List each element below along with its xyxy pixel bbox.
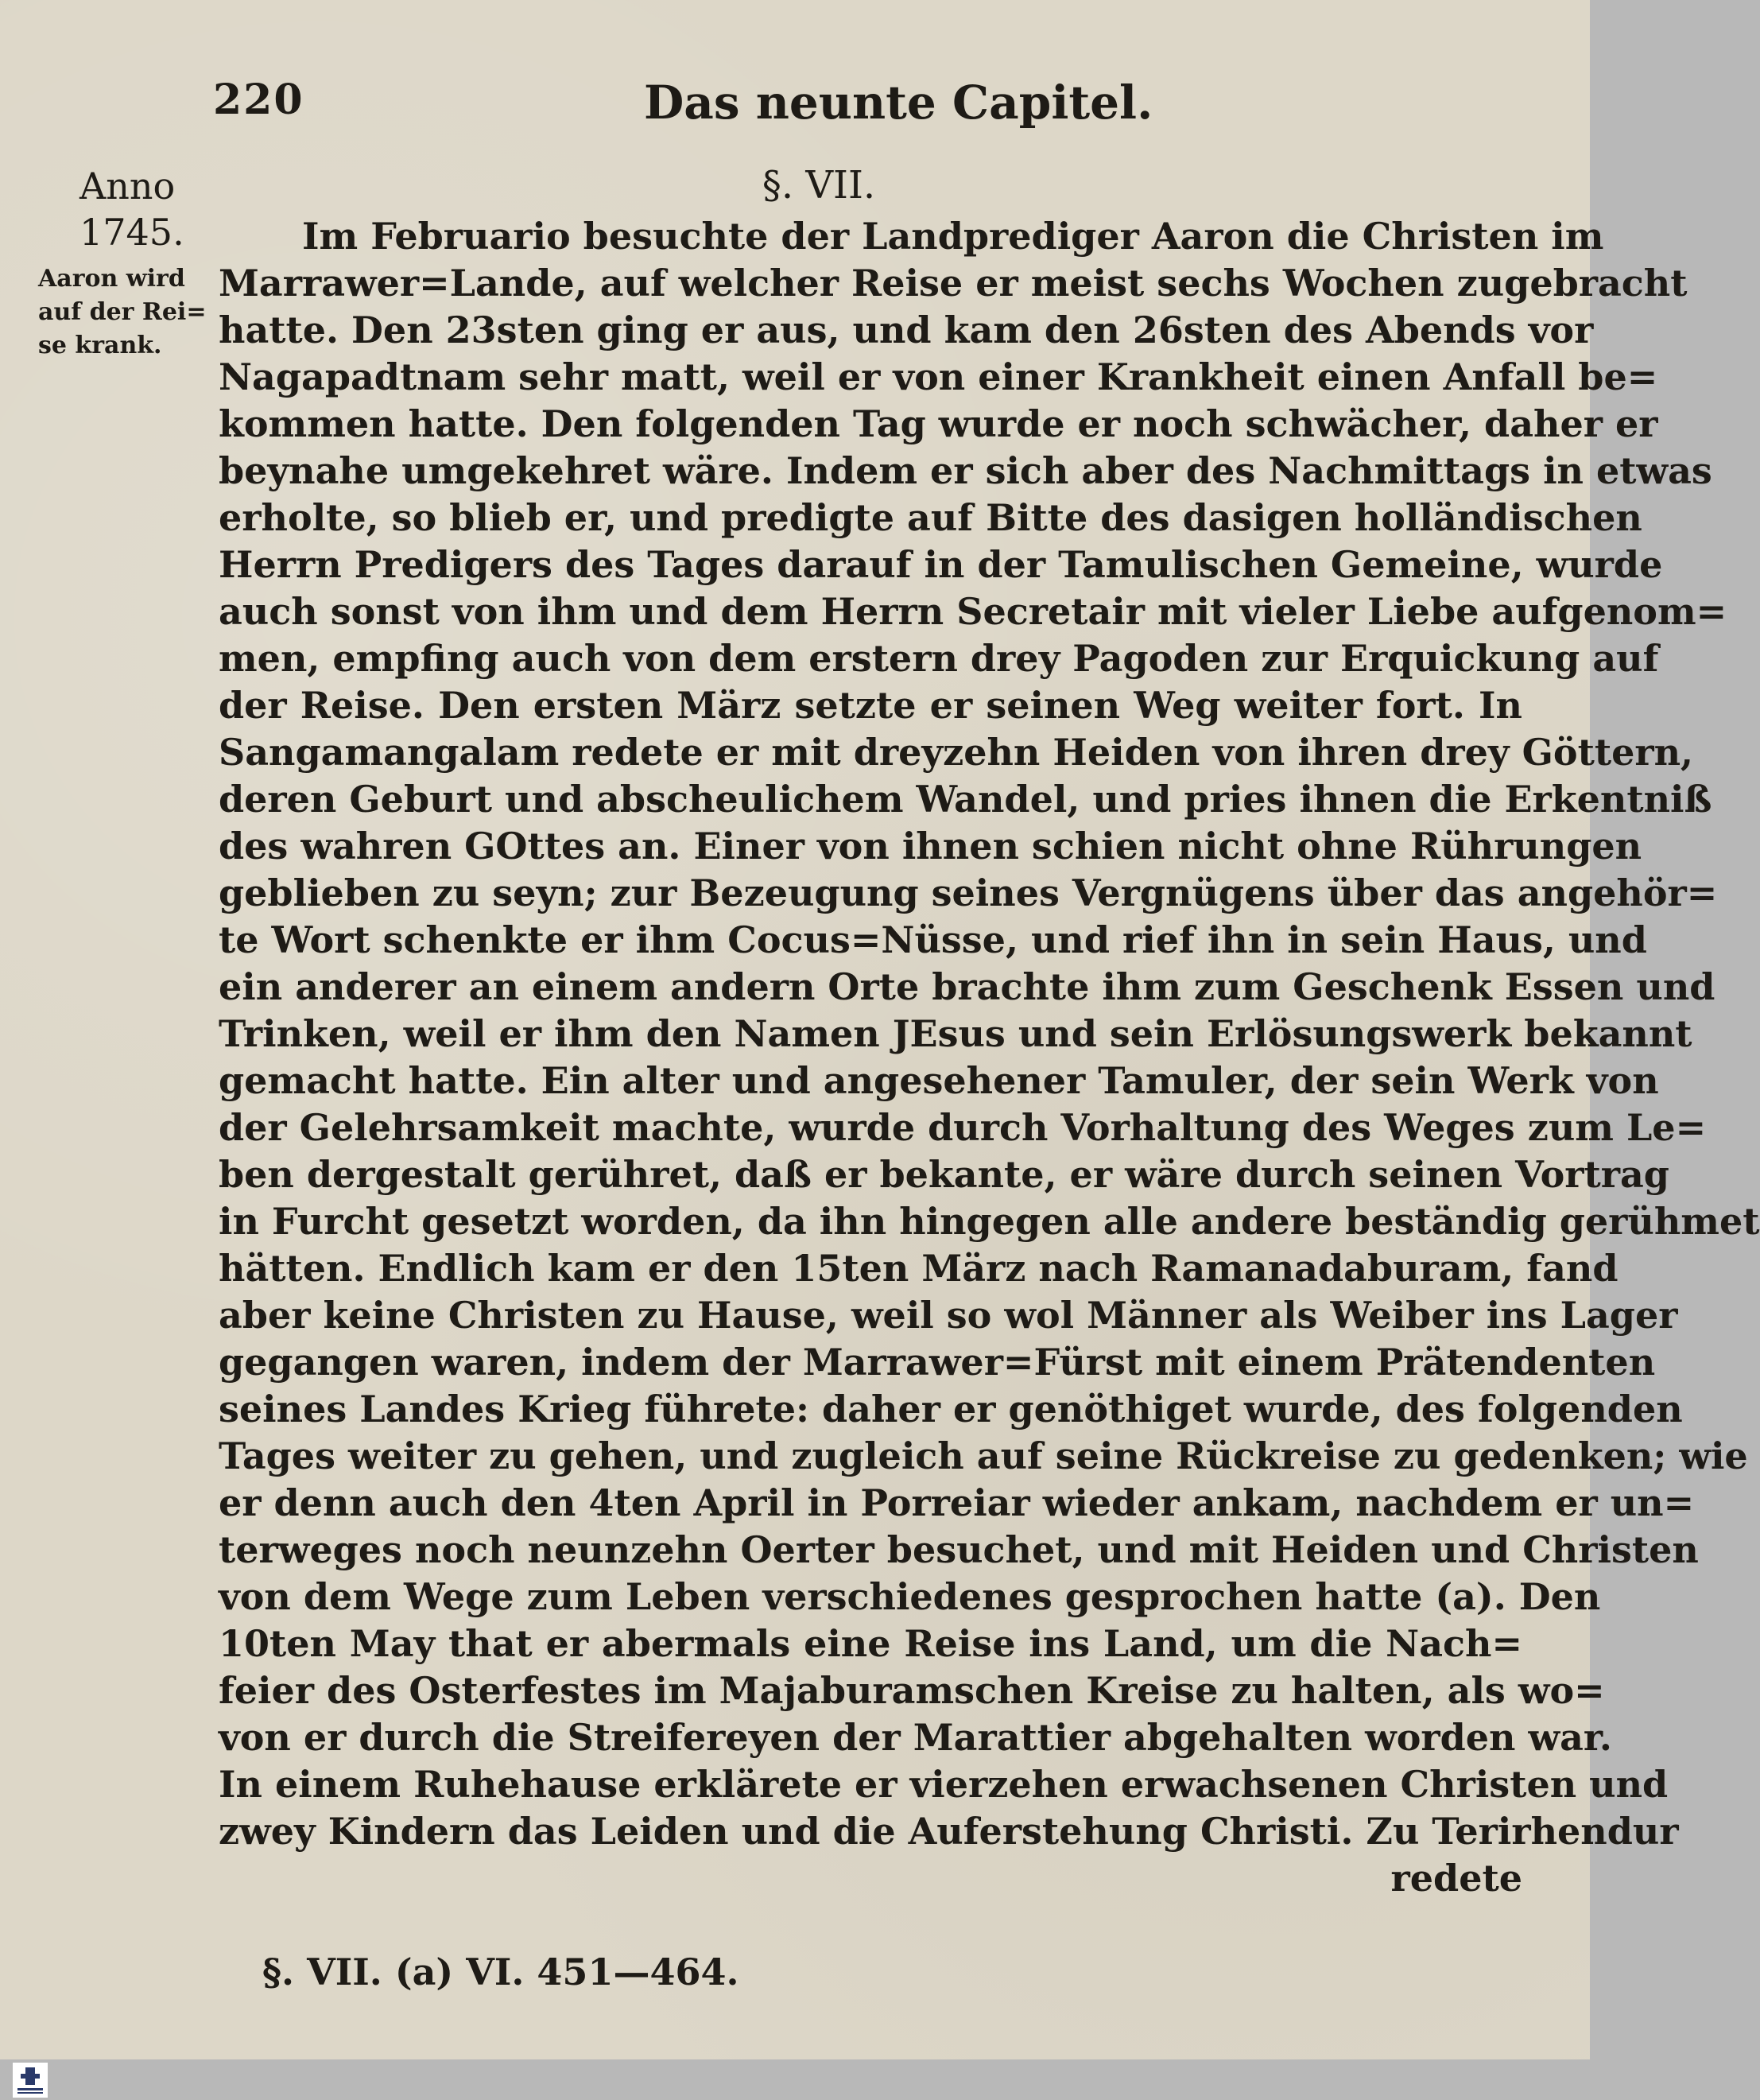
viewer-bottom-bar [0,2059,1590,2100]
text-line: von dem Wege zum Leben verschiedenes gesprochen hatte (a). Den [219,1575,1601,1618]
library-logo-icon [13,2063,48,2098]
catchword: redete [1390,1857,1522,1900]
text-line: Sangamangalam redete er mit dreyzehn Heiden von ihren drey Göttern, [219,731,1694,774]
text-line: hatte. Den 23sten ging er aus, und kam den 26sten des Abends vor [219,309,1594,351]
text-line: in Furcht gesetzt worden, da ihn hingegen alle andere beständig gerühmet [219,1200,1760,1243]
text-line: In einem Ruhehause erklärete er vierzehen erwachsenen Christen und [219,1763,1669,1806]
text-line: Marrawer=Lande, auf welcher Reise er meist sechs Wochen zugebracht [219,262,1688,305]
text-line: ben dergestalt gerühret, daß er bekante, er wäre durch seinen Vortrag [219,1153,1669,1196]
text-line: seines Landes Krieg führete: daher er genöthiget wurde, des folgenden [219,1388,1683,1430]
page-number: 220 [213,76,304,124]
running-head [0,76,1590,131]
text-line: feier des Osterfestes im Majaburamschen Kreise zu halten, als wo= [219,1669,1605,1712]
text-line: kommen hatte. Den folgenden Tag wurde er noch schwächer, daher er [219,402,1658,445]
text-line: auch sonst von ihm und dem Herrn Secretair mit vieler Liebe aufgenom= [219,590,1727,633]
text-line: von er durch die Streifereyen der Marattier abgehalten worden war. [219,1716,1612,1759]
text-line: er denn auch den 4ten April in Porreiar wieder ankam, nachdem er un= [219,1481,1695,1524]
text-line: beynahe umgekehret wäre. Indem er sich aber des Nachmittags in etwas [219,449,1712,492]
text-line: Trinken, weil er ihm den Namen JEsus und sein Erlösungswerk bekannt [219,1012,1692,1055]
text-line: hätten. Endlich kam er den 15ten März nach Ramanadaburam, fand [219,1247,1619,1290]
text-line: Herrn Predigers des Tages darauf in der Tamulischen Gemeine, wurde [219,543,1663,586]
margin-note-line: se krank. [38,332,162,359]
margin-note-line: auf der Rei= [38,298,207,326]
text-line: der Gelehrsamkeit machte, wurde durch Vorhaltung des Weges zum Le= [219,1106,1707,1149]
margin-year: 1745. [79,211,184,254]
text-line: des wahren GOttes an. Einer von ihnen schien nicht ohne Rührungen [219,825,1642,868]
text-line: aber keine Christen zu Hause, weil so wol Männer als Weiber ins Lager [219,1294,1678,1337]
text-line: zwey Kindern das Leiden und die Auferstehung Christi. Zu Terirhendur [219,1810,1679,1853]
text-line: geblieben zu seyn; zur Bezeugung seines Vergnügens über das angehör= [219,871,1718,914]
margin-note-line: Aaron wird [38,265,185,293]
text-line: Tages weiter zu gehen, und zugleich auf seine Rückreise zu gedenken; wie [219,1434,1748,1477]
text-line: 10ten May that er abermals eine Reise ins Land, um die Nach= [219,1622,1522,1665]
text-line: gemacht hatte. Ein alter und angesehener Tamuler, der sein Werk von [219,1059,1659,1102]
text-line: gegangen waren, indem der Marrawer=Fürst mit einem Prätendenten [219,1341,1656,1384]
text-line: te Wort schenkte er ihm Cocus=Nüsse, und rief ihn in sein Haus, und [219,918,1647,961]
text-line: deren Geburt und abscheulichem Wandel, und pries ihnen die Erkentniß [219,778,1712,821]
text-line: terweges noch neunzehn Oerter besuchet, und mit Heiden und Christen [219,1528,1699,1571]
text-line: ein anderer an einem andern Orte brachte ihm zum Geschenk Essen und [219,965,1715,1008]
footnote: §. VII. (a) VI. 451—464. [262,1951,739,1993]
body-text [219,213,1760,1902]
text-line: erholte, so blieb er, und predigte auf Bitte des dasigen holländischen [219,496,1642,539]
text-line: Im Februario besuchte der Landprediger Aaron die Christen im [302,215,1604,258]
section-heading: §. VII. [762,163,876,208]
margin-anno: Anno [79,165,176,208]
text-line: men, empfing auch von dem erstern drey Pagoden zur Erquickung auf [219,637,1659,680]
text-line: der Reise. Den ersten März setzte er seinen Weg weiter fort. In [219,684,1522,727]
chapter-title: Das neunte Capitel. [644,76,1153,130]
text-line: Nagapadtnam sehr matt, weil er von einer Krankheit einen Anfall be= [219,355,1658,398]
